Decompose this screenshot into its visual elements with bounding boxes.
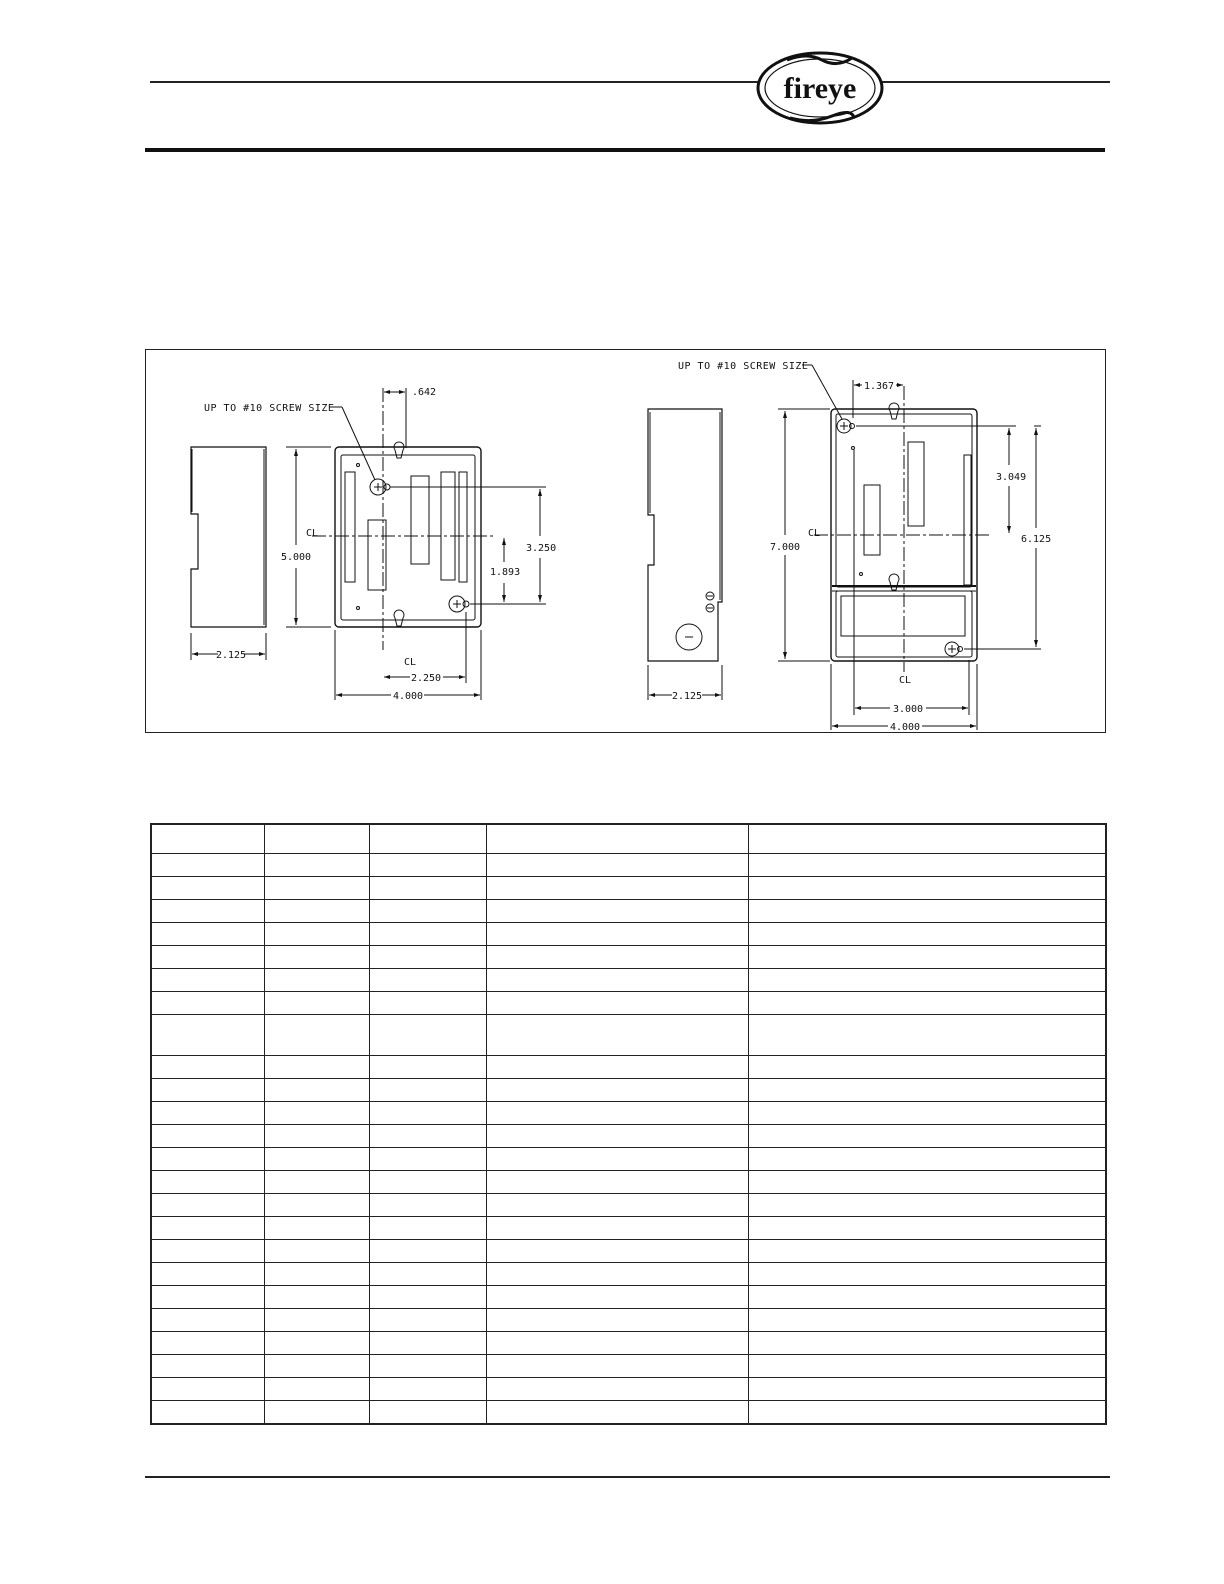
table-cell bbox=[264, 1240, 369, 1263]
table-cell bbox=[264, 824, 369, 854]
table-row bbox=[151, 1125, 1106, 1148]
table-row bbox=[151, 946, 1106, 969]
table-cell bbox=[151, 1240, 264, 1263]
table-cell bbox=[486, 1171, 748, 1194]
table-row bbox=[151, 1148, 1106, 1171]
table-cell bbox=[264, 946, 369, 969]
table-cell bbox=[264, 1056, 369, 1079]
table-cell bbox=[151, 1217, 264, 1240]
table-row bbox=[151, 1378, 1106, 1401]
table-cell bbox=[151, 900, 264, 923]
table-row bbox=[151, 1309, 1106, 1332]
table-cell bbox=[264, 1148, 369, 1171]
table-cell bbox=[748, 1263, 1106, 1286]
table-header-row bbox=[151, 824, 1106, 854]
left-side-view bbox=[191, 447, 266, 627]
dim-left-2125: 2.125 bbox=[215, 650, 247, 661]
table-cell bbox=[151, 1148, 264, 1171]
table-cell bbox=[486, 1263, 748, 1286]
dim-right-4000: 4.000 bbox=[889, 722, 921, 732]
table-cell bbox=[151, 1309, 264, 1332]
table-cell bbox=[151, 923, 264, 946]
screw-note-right: UP TO #10 SCREW SIZE bbox=[678, 361, 809, 372]
table-cell bbox=[748, 1217, 1106, 1240]
table-cell bbox=[264, 1125, 369, 1148]
table-cell bbox=[151, 1056, 264, 1079]
table-cell bbox=[151, 946, 264, 969]
table-cell bbox=[369, 992, 486, 1015]
table-cell bbox=[151, 1079, 264, 1102]
table-cell bbox=[151, 1355, 264, 1378]
table-cell bbox=[748, 1240, 1106, 1263]
dim-right-6125: 6.125 bbox=[1021, 534, 1052, 545]
table-cell bbox=[151, 1015, 264, 1056]
table-cell bbox=[486, 1401, 748, 1425]
table-cell bbox=[369, 854, 486, 877]
table-cell bbox=[369, 1401, 486, 1425]
table-cell bbox=[748, 1102, 1106, 1125]
table-cell bbox=[486, 969, 748, 992]
table-row bbox=[151, 1263, 1106, 1286]
dim-left-2250: 2.250 bbox=[410, 673, 442, 684]
table-row bbox=[151, 1286, 1106, 1309]
table-cell bbox=[264, 1171, 369, 1194]
table-cell bbox=[486, 1015, 748, 1056]
table-cell bbox=[264, 1217, 369, 1240]
table-cell bbox=[264, 1079, 369, 1102]
table-cell bbox=[264, 1332, 369, 1355]
table-cell bbox=[369, 877, 486, 900]
table-cell bbox=[264, 1015, 369, 1056]
table-cell bbox=[264, 1286, 369, 1309]
table-cell bbox=[264, 1194, 369, 1217]
table-row bbox=[151, 1355, 1106, 1378]
dim-right-1367: 1.367 bbox=[863, 381, 895, 392]
cl-right-h: CL bbox=[808, 528, 821, 539]
table-cell bbox=[486, 1378, 748, 1401]
table-cell bbox=[486, 992, 748, 1015]
table-row bbox=[151, 1240, 1106, 1263]
cl-right-v: CL bbox=[899, 675, 912, 686]
table-row bbox=[151, 1401, 1106, 1425]
table-cell bbox=[264, 877, 369, 900]
table-cell bbox=[264, 992, 369, 1015]
table-cell bbox=[151, 877, 264, 900]
table-row bbox=[151, 923, 1106, 946]
dim-right-2125: 2.125 bbox=[671, 691, 703, 702]
table-cell bbox=[486, 1286, 748, 1309]
table-cell bbox=[748, 1286, 1106, 1309]
dim-left-642: .642 bbox=[412, 387, 437, 398]
cl-left-h: CL bbox=[306, 528, 319, 539]
table-cell bbox=[369, 946, 486, 969]
table-cell bbox=[748, 1171, 1106, 1194]
table-cell bbox=[151, 824, 264, 854]
table-cell bbox=[369, 1240, 486, 1263]
table-cell bbox=[486, 1332, 748, 1355]
table-cell bbox=[369, 1194, 486, 1217]
table-cell bbox=[748, 969, 1106, 992]
dimension-drawing bbox=[145, 349, 1106, 733]
table-cell bbox=[748, 1148, 1106, 1171]
right-side-view bbox=[648, 409, 722, 661]
table-row bbox=[151, 900, 1106, 923]
table-cell bbox=[151, 854, 264, 877]
table-row bbox=[151, 969, 1106, 992]
table-cell bbox=[369, 1102, 486, 1125]
table-cell bbox=[748, 1194, 1106, 1217]
table-row bbox=[151, 992, 1106, 1015]
table-cell bbox=[486, 1102, 748, 1125]
table-cell bbox=[264, 1309, 369, 1332]
dim-left-5000: 5.000 bbox=[280, 552, 312, 563]
table-cell bbox=[151, 1125, 264, 1148]
table-cell bbox=[369, 1056, 486, 1079]
table-cell bbox=[486, 877, 748, 900]
table-row bbox=[151, 1332, 1106, 1355]
table-cell bbox=[748, 1378, 1106, 1401]
dim-right-3000: 3.000 bbox=[892, 704, 924, 715]
table-cell bbox=[748, 946, 1106, 969]
dim-left-3250: 3.250 bbox=[526, 543, 557, 554]
table-cell bbox=[486, 1355, 748, 1378]
table-cell bbox=[264, 854, 369, 877]
table-row bbox=[151, 877, 1106, 900]
table-cell bbox=[486, 1240, 748, 1263]
table-cell bbox=[264, 900, 369, 923]
table-cell bbox=[369, 1079, 486, 1102]
table-cell bbox=[369, 900, 486, 923]
table-cell bbox=[264, 1378, 369, 1401]
table-cell bbox=[486, 1056, 748, 1079]
table-row bbox=[151, 1171, 1106, 1194]
table-cell bbox=[748, 1332, 1106, 1355]
table-row bbox=[151, 1217, 1106, 1240]
table-cell bbox=[264, 1355, 369, 1378]
table-cell bbox=[264, 969, 369, 992]
table-cell bbox=[151, 1102, 264, 1125]
table-row bbox=[151, 1015, 1106, 1056]
left-front-view bbox=[335, 442, 481, 627]
dim-left-1893: 1.893 bbox=[490, 567, 521, 578]
table-cell bbox=[748, 877, 1106, 900]
dim-right-3049: 3.049 bbox=[996, 472, 1027, 483]
table-cell bbox=[151, 1194, 264, 1217]
table-row bbox=[151, 1056, 1106, 1079]
table-cell bbox=[486, 946, 748, 969]
table-cell bbox=[486, 1194, 748, 1217]
table-cell bbox=[486, 824, 748, 854]
table-cell bbox=[486, 1309, 748, 1332]
table-cell bbox=[264, 1401, 369, 1425]
table-cell bbox=[369, 1171, 486, 1194]
dim-left-4000: 4.000 bbox=[392, 691, 424, 702]
table-cell bbox=[748, 1079, 1106, 1102]
table-cell bbox=[369, 1015, 486, 1056]
table-cell bbox=[151, 1171, 264, 1194]
table-cell bbox=[748, 1401, 1106, 1425]
table-cell bbox=[369, 1148, 486, 1171]
table-cell bbox=[486, 1217, 748, 1240]
table-cell bbox=[151, 1286, 264, 1309]
table-row bbox=[151, 854, 1106, 877]
logo-text: fireye bbox=[783, 72, 857, 105]
fireye-logo bbox=[752, 46, 888, 130]
screw-note-left: UP TO #10 SCREW SIZE bbox=[204, 403, 335, 414]
table-row bbox=[151, 1079, 1106, 1102]
table-cell bbox=[264, 1263, 369, 1286]
table-cell bbox=[369, 1378, 486, 1401]
table-cell bbox=[369, 1125, 486, 1148]
table-cell bbox=[748, 1309, 1106, 1332]
table-cell bbox=[151, 1332, 264, 1355]
header-rule-thick bbox=[145, 148, 1105, 152]
table-cell bbox=[369, 1309, 486, 1332]
table-cell bbox=[748, 854, 1106, 877]
footer-rule bbox=[145, 1476, 1110, 1478]
table-cell bbox=[369, 1263, 486, 1286]
table-cell bbox=[748, 992, 1106, 1015]
table-cell bbox=[486, 923, 748, 946]
table-cell bbox=[151, 969, 264, 992]
table-cell bbox=[151, 1401, 264, 1425]
table-cell bbox=[748, 1125, 1106, 1148]
table-cell bbox=[151, 992, 264, 1015]
table-cell bbox=[486, 1148, 748, 1171]
table-cell bbox=[748, 824, 1106, 854]
parts-table bbox=[150, 823, 1107, 1425]
table-row bbox=[151, 1194, 1106, 1217]
table-cell bbox=[369, 1217, 486, 1240]
table-cell bbox=[151, 1263, 264, 1286]
table-cell bbox=[748, 1056, 1106, 1079]
table-cell bbox=[486, 900, 748, 923]
table-cell bbox=[486, 1079, 748, 1102]
table-cell bbox=[486, 1125, 748, 1148]
table-cell bbox=[369, 824, 486, 854]
cl-left-v: CL bbox=[404, 657, 417, 668]
table-cell bbox=[264, 1102, 369, 1125]
table-cell bbox=[369, 1332, 486, 1355]
header-rule-top bbox=[150, 81, 1110, 83]
table-cell bbox=[748, 900, 1106, 923]
table-cell bbox=[369, 1286, 486, 1309]
table-cell bbox=[369, 923, 486, 946]
table-cell bbox=[748, 1015, 1106, 1056]
table-cell bbox=[748, 1355, 1106, 1378]
table-cell bbox=[151, 1378, 264, 1401]
table-row bbox=[151, 1102, 1106, 1125]
table-cell bbox=[748, 923, 1106, 946]
table-cell bbox=[369, 1355, 486, 1378]
table-cell bbox=[369, 969, 486, 992]
table-cell bbox=[486, 854, 748, 877]
dim-right-7000: 7.000 bbox=[769, 542, 801, 553]
table-cell bbox=[264, 923, 369, 946]
